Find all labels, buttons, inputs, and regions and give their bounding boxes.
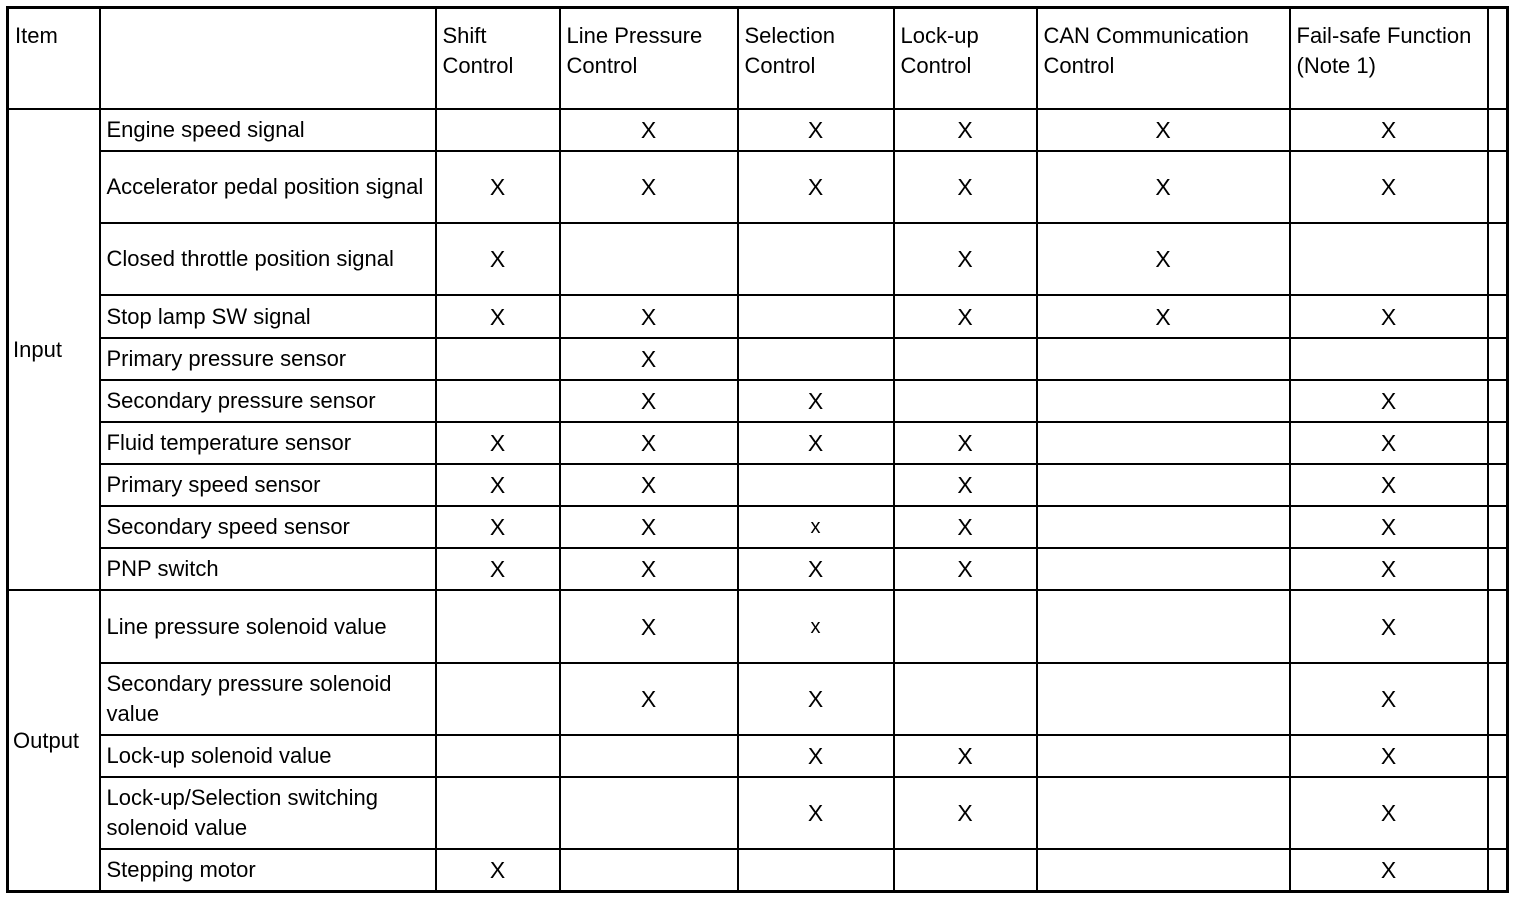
item-name: Line pressure solenoid value (100, 590, 436, 662)
mark-cell: x (738, 590, 894, 662)
table-row (8, 663, 1508, 735)
mark-cell (436, 109, 560, 151)
right-edge-cell (1488, 151, 1508, 223)
mark-cell (560, 735, 738, 777)
right-edge-cell (1488, 338, 1508, 380)
mark-cell: X (560, 663, 738, 735)
mark-cell (1290, 223, 1488, 295)
mark-cell (1037, 735, 1290, 777)
mark-cell: X (894, 223, 1037, 295)
mark-cell (436, 777, 560, 849)
mark-cell: X (560, 464, 738, 506)
mark-cell: X (1290, 777, 1488, 849)
mark-cell: X (436, 464, 560, 506)
mark-cell (1037, 777, 1290, 849)
mark-cell (1037, 849, 1290, 891)
mark-cell: X (1290, 663, 1488, 735)
right-edge-cell (1488, 295, 1508, 337)
item-name: Secondary speed sensor (100, 506, 436, 548)
mark-cell (894, 849, 1037, 891)
table-row (8, 849, 1508, 891)
mark-cell: X (894, 464, 1037, 506)
right-edge-cell (1488, 663, 1508, 735)
mark-cell (436, 590, 560, 662)
item-name: Fluid temperature sensor (100, 422, 436, 464)
mark-cell: X (738, 109, 894, 151)
mark-cell (894, 663, 1037, 735)
mark-cell (1037, 422, 1290, 464)
mark-cell (1037, 464, 1290, 506)
mark-cell (894, 590, 1037, 662)
mark-cell: X (560, 548, 738, 590)
mark-cell: X (436, 849, 560, 891)
mark-cell: X (894, 422, 1037, 464)
mark-cell: X (436, 223, 560, 295)
header-cell: Fail-safe Function (Note 1) (1290, 8, 1488, 109)
mark-cell: X (1290, 151, 1488, 223)
mark-cell: X (436, 295, 560, 337)
table-row (8, 464, 1508, 506)
mark-cell: X (1290, 295, 1488, 337)
mark-cell: X (738, 151, 894, 223)
mark-cell (436, 380, 560, 422)
mark-cell: X (738, 422, 894, 464)
mark-cell (1290, 338, 1488, 380)
mark-cell (1037, 506, 1290, 548)
mark-cell: X (738, 548, 894, 590)
item-name: Primary pressure sensor (100, 338, 436, 380)
group-label-input: Input (8, 109, 100, 591)
mark-cell (560, 777, 738, 849)
mark-cell (436, 338, 560, 380)
right-edge-cell (1488, 109, 1508, 151)
right-edge-cell (1488, 849, 1508, 891)
mark-cell: X (560, 590, 738, 662)
mark-cell: X (1290, 422, 1488, 464)
right-edge-cell (1488, 506, 1508, 548)
right-edge-cell (1488, 422, 1508, 464)
mark-cell: X (560, 151, 738, 223)
mark-cell (738, 223, 894, 295)
mark-cell: X (894, 548, 1037, 590)
right-edge-cell (1488, 590, 1508, 662)
mark-cell: X (1037, 295, 1290, 337)
header-cell: CAN Communication Control (1037, 8, 1290, 109)
table-row (8, 109, 1508, 151)
header-row (8, 8, 1508, 109)
mark-cell: X (1290, 590, 1488, 662)
right-edge-cell (1488, 548, 1508, 590)
mark-cell: X (560, 506, 738, 548)
table-row (8, 338, 1508, 380)
mark-cell (894, 338, 1037, 380)
table-row (8, 777, 1508, 849)
table-row (8, 506, 1508, 548)
right-edge-cell (1488, 464, 1508, 506)
item-name: Accelerator pedal position signal (100, 151, 436, 223)
function-table (6, 6, 1509, 893)
item-name: Lock-up/Selection switching solenoid value (100, 777, 436, 849)
mark-cell (1037, 590, 1290, 662)
table-row (8, 380, 1508, 422)
mark-cell: X (1290, 464, 1488, 506)
mark-cell: X (1037, 109, 1290, 151)
mark-cell: X (436, 422, 560, 464)
mark-cell: X (1290, 506, 1488, 548)
mark-cell: X (1037, 151, 1290, 223)
item-name: Stepping motor (100, 849, 436, 891)
mark-cell: X (1290, 109, 1488, 151)
table-row (8, 223, 1508, 295)
mark-cell (738, 849, 894, 891)
header-cell: Lock-up Control (894, 8, 1037, 109)
right-edge-cell (1488, 8, 1508, 109)
mark-cell (560, 849, 738, 891)
item-name: Closed throttle position signal (100, 223, 436, 295)
mark-cell: X (894, 109, 1037, 151)
right-edge-cell (1488, 380, 1508, 422)
mark-cell: X (560, 422, 738, 464)
mark-cell: X (738, 735, 894, 777)
mark-cell: X (1290, 380, 1488, 422)
mark-cell (1037, 380, 1290, 422)
item-name: Engine speed signal (100, 109, 436, 151)
item-name: Lock-up solenoid value (100, 735, 436, 777)
mark-cell: X (1037, 223, 1290, 295)
right-edge-cell (1488, 735, 1508, 777)
mark-cell: X (894, 735, 1037, 777)
mark-cell: X (1290, 548, 1488, 590)
mark-cell: X (560, 109, 738, 151)
mark-cell: X (894, 151, 1037, 223)
group-label-output: Output (8, 590, 100, 891)
item-name: Stop lamp SW signal (100, 295, 436, 337)
table-row (8, 422, 1508, 464)
right-edge-cell (1488, 777, 1508, 849)
mark-cell (436, 663, 560, 735)
mark-cell: X (894, 295, 1037, 337)
mark-cell: X (894, 506, 1037, 548)
mark-cell: X (560, 295, 738, 337)
mark-cell (1037, 663, 1290, 735)
mark-cell: X (436, 151, 560, 223)
mark-cell: X (738, 380, 894, 422)
header-cell: Shift Control (436, 8, 560, 109)
header-cell: Item (8, 8, 100, 109)
mark-cell (894, 380, 1037, 422)
mark-cell (738, 464, 894, 506)
mark-cell: X (436, 548, 560, 590)
header-cell (100, 8, 436, 109)
item-name: Primary speed sensor (100, 464, 436, 506)
mark-cell (436, 735, 560, 777)
mark-cell (738, 295, 894, 337)
right-edge-cell (1488, 223, 1508, 295)
item-name: Secondary pressure solenoid value (100, 663, 436, 735)
item-name: PNP switch (100, 548, 436, 590)
mark-cell: X (894, 777, 1037, 849)
mark-cell (738, 338, 894, 380)
mark-cell: X (560, 380, 738, 422)
mark-cell: x (738, 506, 894, 548)
mark-cell: X (436, 506, 560, 548)
table-row (8, 735, 1508, 777)
table-row (8, 548, 1508, 590)
mark-cell (1037, 548, 1290, 590)
table-row (8, 590, 1508, 662)
table-row (8, 151, 1508, 223)
mark-cell: X (738, 663, 894, 735)
mark-cell: X (738, 777, 894, 849)
mark-cell: X (1290, 849, 1488, 891)
header-cell: Line Pressure Control (560, 8, 738, 109)
mark-cell: X (1290, 735, 1488, 777)
header-cell: Selection Control (738, 8, 894, 109)
mark-cell: X (560, 338, 738, 380)
table-row (8, 295, 1508, 337)
item-name: Secondary pressure sensor (100, 380, 436, 422)
mark-cell (560, 223, 738, 295)
mark-cell (1037, 338, 1290, 380)
